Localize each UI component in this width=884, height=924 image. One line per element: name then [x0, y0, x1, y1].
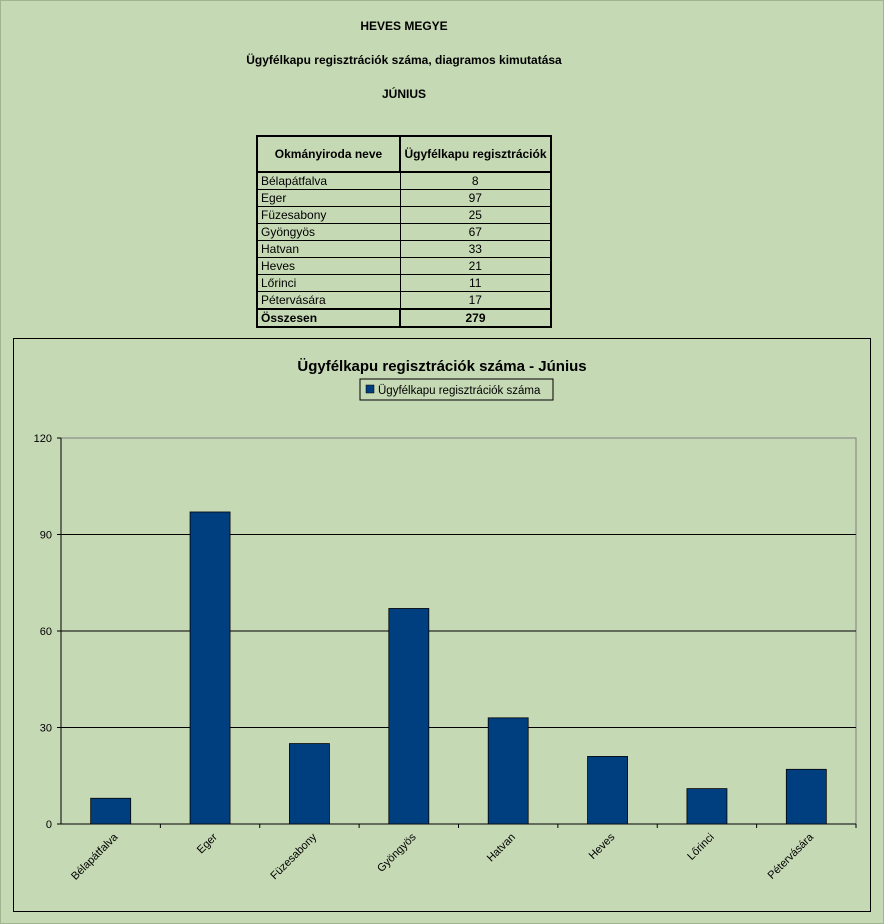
y-tick-label: 0: [45, 819, 52, 831]
table-row: [257, 241, 551, 258]
office-name-cell: Lőrinci: [257, 275, 400, 292]
registration-count-cell: 97: [400, 190, 551, 207]
legend-swatch: [366, 385, 374, 393]
header-registrations: Ügyfélkapu regisztrációk: [400, 136, 551, 172]
table-row: [257, 190, 551, 207]
x-tick-label: Heves: [586, 831, 618, 862]
table-row: [257, 224, 551, 241]
y-tick-label: 120: [33, 433, 52, 445]
office-name-cell: Heves: [257, 258, 400, 275]
bar-5: [588, 756, 628, 824]
total-row: [257, 309, 551, 327]
table-row: [257, 275, 551, 292]
report-subtitle: Ügyfélkapu regisztrációk száma, diagramos kimutatása: [246, 53, 562, 67]
chart-title: Ügyfélkapu regisztrációk száma - Június: [297, 358, 587, 375]
bar-chart: [14, 339, 870, 911]
registration-count-cell: 25: [400, 207, 551, 224]
bar-4: [488, 718, 528, 824]
x-tick-label: Pétervására: [765, 831, 817, 882]
y-tick-label: 90: [39, 529, 52, 542]
table-row: [257, 172, 551, 190]
office-name-cell: Pétervására: [257, 292, 400, 310]
y-tick-label: 60: [39, 626, 52, 638]
office-name-cell: Eger: [257, 190, 400, 207]
table-body: [257, 172, 551, 327]
total-label: Összesen: [257, 309, 400, 327]
office-name-cell: Hatvan: [257, 241, 400, 258]
registration-count-cell: 17: [400, 292, 551, 310]
bar-3: [389, 608, 429, 824]
office-name-cell: Füzesabony: [257, 207, 400, 224]
table-row: [257, 258, 551, 275]
total-value: 279: [400, 309, 551, 327]
bar-7: [786, 769, 826, 824]
x-tick-label: Füzesabony: [268, 831, 320, 883]
legend-label: Ügyfélkapu regisztrációk száma: [378, 385, 541, 397]
summary-table: [256, 135, 552, 328]
bar-2: [289, 744, 329, 824]
office-name-cell: Gyöngyös: [257, 224, 400, 241]
county-title: HEVES MEGYE: [360, 19, 448, 33]
x-tick-label: Gyöngyös: [375, 831, 419, 875]
office-name-cell: Bélapátfalva: [257, 172, 400, 190]
y-tick-label: 30: [39, 722, 52, 735]
bar-6: [687, 789, 727, 824]
header-office-name: Okmányiroda neve: [257, 136, 400, 172]
registration-count-cell: 11: [400, 275, 551, 292]
registration-count-cell: 33: [400, 241, 551, 258]
table-header-row: [257, 136, 551, 172]
x-tick-label: Hatvan: [484, 831, 518, 865]
bar-1: [190, 512, 230, 824]
registration-count-cell: 67: [400, 224, 551, 241]
registration-count-cell: 8: [400, 172, 551, 190]
bar-0: [91, 798, 131, 824]
chart-area: [13, 338, 871, 912]
month-title: JÚNIUS: [381, 87, 426, 101]
x-tick-label: Eger: [194, 831, 220, 857]
table-row: [257, 207, 551, 224]
x-tick-label: Bélapátfalva: [69, 831, 121, 883]
x-tick-label: Lőrinci: [685, 831, 717, 863]
registration-count-cell: 21: [400, 258, 551, 275]
table-row: [257, 292, 551, 310]
